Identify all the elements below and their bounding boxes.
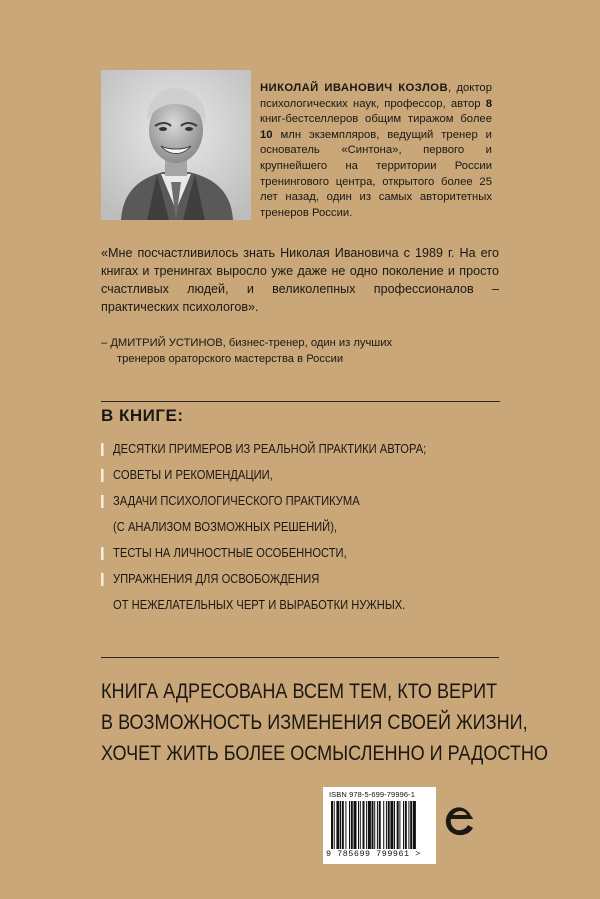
author-photo (101, 70, 251, 220)
barcode-digits: 9 785699 799961 > (326, 849, 421, 859)
barcode-bar (408, 801, 409, 849)
barcode-bar (342, 801, 344, 849)
barcode-bar (383, 801, 384, 849)
divider-bottom (101, 657, 499, 658)
barcode-bars (331, 801, 428, 851)
isbn-text: ISBN 978-5-699-79996-1 (329, 790, 416, 799)
barcode-bar (413, 801, 416, 849)
bullet-bar-icon (101, 573, 104, 586)
tagline-line-3: ХОЧЕТ ЖИТЬ БОЛЕЕ ОСМЫСЛЕННО И РАДОСТНО (101, 742, 548, 765)
barcode-bar (394, 801, 395, 849)
barcode-bar (340, 801, 341, 849)
bullet-bar-icon (101, 443, 104, 456)
bio-comma: , (448, 82, 452, 94)
barcode-bar (354, 801, 357, 849)
barcode (323, 787, 436, 864)
barcode-bar (386, 801, 387, 849)
barcode-bar (336, 801, 339, 849)
barcode-bar (368, 801, 371, 849)
list-item (101, 488, 445, 540)
barcode-bar (374, 801, 375, 849)
list-item (101, 436, 445, 462)
author-name: НИКОЛАЙ ИВАНОВИЧ КОЗЛОВ (260, 82, 449, 94)
list-item (101, 540, 445, 566)
bullet-bar-icon (101, 547, 104, 560)
quote-attribution (101, 336, 499, 368)
barcode-bar (334, 801, 335, 849)
attribution-line-2: тренеров ораторского мастерства в России (117, 352, 344, 365)
barcode-bar (377, 801, 378, 849)
section-title: В КНИГЕ: (101, 406, 184, 425)
author-portrait-photo (101, 70, 251, 220)
barcode-bar (331, 801, 333, 849)
barcode-bar (349, 801, 350, 849)
barcode-bar (397, 801, 399, 849)
list-item-text-cont: (С АНАЛИЗОМ ВОЗМОЖНЫХ РЕШЕНИЙ), (113, 519, 338, 534)
list-item (101, 566, 445, 618)
contents-list (101, 436, 445, 618)
barcode-bar (372, 801, 374, 849)
barcode-bar (358, 801, 359, 849)
barcode-bar (410, 801, 412, 849)
list-item-text-cont: ОТ НЕЖЕЛАТЕЛЬНЫХ ЧЕРТ И ВЫРАБОТКИ НУЖНЫХ. (113, 597, 406, 612)
barcode-bar (403, 801, 404, 849)
barcode-bar (405, 801, 407, 849)
list-item (101, 462, 445, 488)
list-item-text: ЗАДАЧИ ПСИХОЛОГИЧЕСКОГО ПРАКТИКУМА (113, 493, 360, 508)
eksmo-e-logo-icon (443, 804, 477, 838)
author-bio (260, 81, 492, 221)
barcode-bar (351, 801, 353, 849)
divider-top (101, 401, 500, 402)
barcode-bar (379, 801, 381, 849)
barcode-bar (390, 801, 393, 849)
bio-text-1: доктор психологических наук, профессор, автор (260, 82, 492, 110)
list-item-text: ТЕСТЫ НА ЛИЧНОСТНЫЕ ОСОБЕННОСТИ, (113, 545, 347, 560)
barcode-bar (345, 801, 346, 849)
bullet-bar-icon (101, 469, 104, 482)
attribution-line-1: – ДМИТРИЙ УСТИНОВ, бизнес-тренер, один из лучших (101, 337, 393, 349)
list-item-text: СОВЕТЫ И РЕКОМЕНДАЦИИ, (113, 467, 273, 482)
testimonial-quote: «Мне посчастливилось знать Николая Ивановича с 1989 г. На его книгах и тренингах выросло уже даже не одно поколение и просто счастливых людей, и великолепных профессионалов – практических психологов». (101, 246, 499, 314)
bio-copies-count: 10 (260, 128, 273, 141)
bio-text-2: книг-бестселлеров общим тиражом более (260, 113, 492, 126)
tagline-line-1: КНИГА АДРЕСОВАНА ВСЕМ ТЕМ, КТО ВЕРИТ (101, 680, 498, 703)
barcode-bar (366, 801, 367, 849)
barcode-bar (399, 801, 400, 849)
barcode-bar (388, 801, 390, 849)
bio-books-count: 8 (485, 97, 492, 110)
tagline-line-2: В ВОЗМОЖНОСТЬ ИЗМЕНЕНИЯ СВОЕЙ ЖИЗНИ, (101, 711, 528, 734)
barcode-bar (363, 801, 365, 849)
bio-text-3: млн экземпляров, ведущий тренер и основатель «Синтона», первого и крупнейшего на территории России тренингового центра, открытого более 25 лет назад, один из самых авторитетных тренеров России. (260, 128, 492, 219)
barcode-bar (360, 801, 361, 849)
bullet-bar-icon (101, 495, 104, 508)
list-item-text: ДЕСЯТКИ ПРИМЕРОВ ИЗ РЕАЛЬНОЙ ПРАКТИКИ АВТОРА; (113, 441, 427, 456)
list-item-text: УПРАЖНЕНИЯ ДЛЯ ОСВОБОЖДЕНИЯ (113, 571, 320, 586)
tagline (101, 676, 548, 769)
